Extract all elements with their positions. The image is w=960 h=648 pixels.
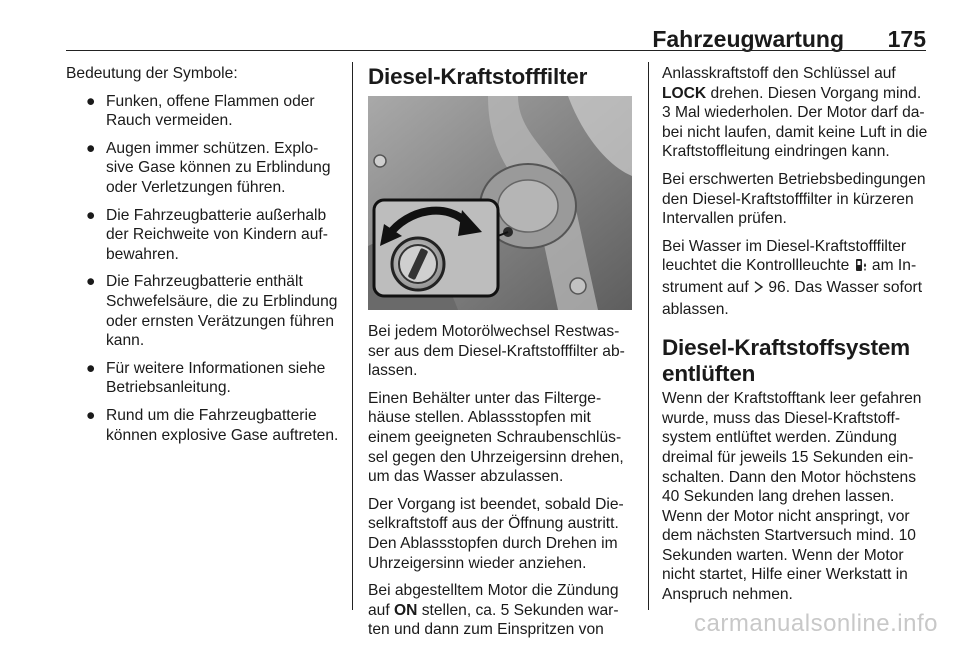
column-divider-1 (352, 62, 353, 610)
ignition-lock-label: LOCK (662, 84, 707, 102)
bullet-dot-icon: ● (86, 206, 96, 224)
paragraph: Der Vorgang ist beendet, sobald Dieselkraftstoff aus der Öffnung austritt. Den Ablassstopfen durch Drehen im Uhrzeigersinn wieder anziehen. (368, 495, 624, 572)
water-in-fuel-warning-icon (854, 258, 868, 278)
list-item: ● Augen immer schützen. Explosive Gase können zu Erblindung oder Verletzungen führen. (86, 139, 331, 196)
list-item: ● Die Fahrzeugbatterie enthält Schwefelsäure, die zu Erblindung oder ernsten Verätzungen führen kann. (86, 273, 338, 350)
page-reference[interactable]: 96 (768, 278, 786, 296)
column-left (66, 64, 340, 453)
paragraph: Bei Wasser im Diesel-Kraftstofffilter leuchtet die Kontrollleuchte am Instrument auf 96. Das Wasser sofort ablassen. (662, 237, 923, 318)
bullet-dot-icon: ● (86, 273, 96, 291)
column-divider-2 (648, 62, 649, 610)
fuel-filter-drain-plug-image (368, 96, 632, 310)
section-heading-bleed-system: Diesel-Kraftstoffsystem entlüften (662, 335, 910, 387)
paragraph: Einen Behälter unter das Filtergehäuse stellen. Ablassstopfen mit einem geeigneten Schraubenschlüssel gegen den Uhrzeigersinn drehen, um das Wasser abzulassen. (368, 389, 624, 486)
list-item: ● Funken, offene Flammen oder Rauch vermeiden. (86, 92, 315, 130)
watermark: carmanualsonline.info (694, 610, 938, 637)
page-header (66, 0, 926, 50)
bullet-dot-icon: ● (86, 359, 96, 377)
symbols-intro: Bedeutung der Symbole: (66, 65, 238, 82)
column-middle (368, 64, 632, 648)
ignition-on-label: ON (394, 601, 418, 619)
header-rule (66, 50, 926, 51)
chapter-title: Fahrzeugwartung (652, 26, 844, 52)
bullet-dot-icon: ● (86, 406, 96, 424)
list-item: ● Für weitere Informationen siehe Betriebsanleitung. (86, 359, 326, 397)
bullet-dot-icon: ● (86, 139, 96, 157)
list-item: ● Rund um die Fahrzeugbatterie können explosive Gase auftreten. (86, 406, 339, 444)
paragraph: Wenn der Kraftstofftank leer gefahren wurde, muss das Diesel-Kraftstoffsystem entlüftet werden. Zündung dreimal für jeweils 15 Sekunden einschalten. Dann den Motor höchstens 40 Sekunden lang drehen lassen. Wenn der Motor nicht anspringt, vor dem nächsten Startversuch mind. 10 Sekunden warten. Wenn der Motor nicht startet, Hilfe einer Werkstatt in Anspruch nehmen. (662, 390, 922, 604)
paragraph: Anlasskraftstoff den Schlüssel auf LOCK drehen. Diesen Vorgang mind. 3 Mal wiederholen. Der Motor darf dabei nicht laufen, damit keine Luft in die Kraftstoffleitung eindringen kann. (662, 65, 928, 161)
paragraph: Bei abgestelltem Motor die Zündung auf ON stellen, ca. 5 Sekunden warten und dann zum Einspritzen von (368, 582, 619, 639)
symbols-list (66, 92, 340, 446)
paragraph: Bei jedem Motorölwechsel Restwasser aus dem Diesel-Kraftstofffilter ablassen. (368, 323, 625, 380)
fuel-filter-illustration (368, 96, 632, 310)
list-item: ● Die Fahrzeugbatterie außerhalb der Reichweite von Kindern aufbewahren. (86, 206, 328, 263)
paragraph: Bei erschwerten Betriebsbedingungen den Diesel-Kraftstofffilter in kürzeren Intervallen prüfen. (662, 170, 926, 228)
section-heading-fuel-filter: Diesel-Kraftstofffilter (368, 64, 588, 89)
page-reference-arrow-icon (753, 280, 764, 300)
page-number: 175 (887, 26, 926, 52)
column-right (662, 64, 928, 613)
bullet-dot-icon: ● (86, 92, 96, 110)
